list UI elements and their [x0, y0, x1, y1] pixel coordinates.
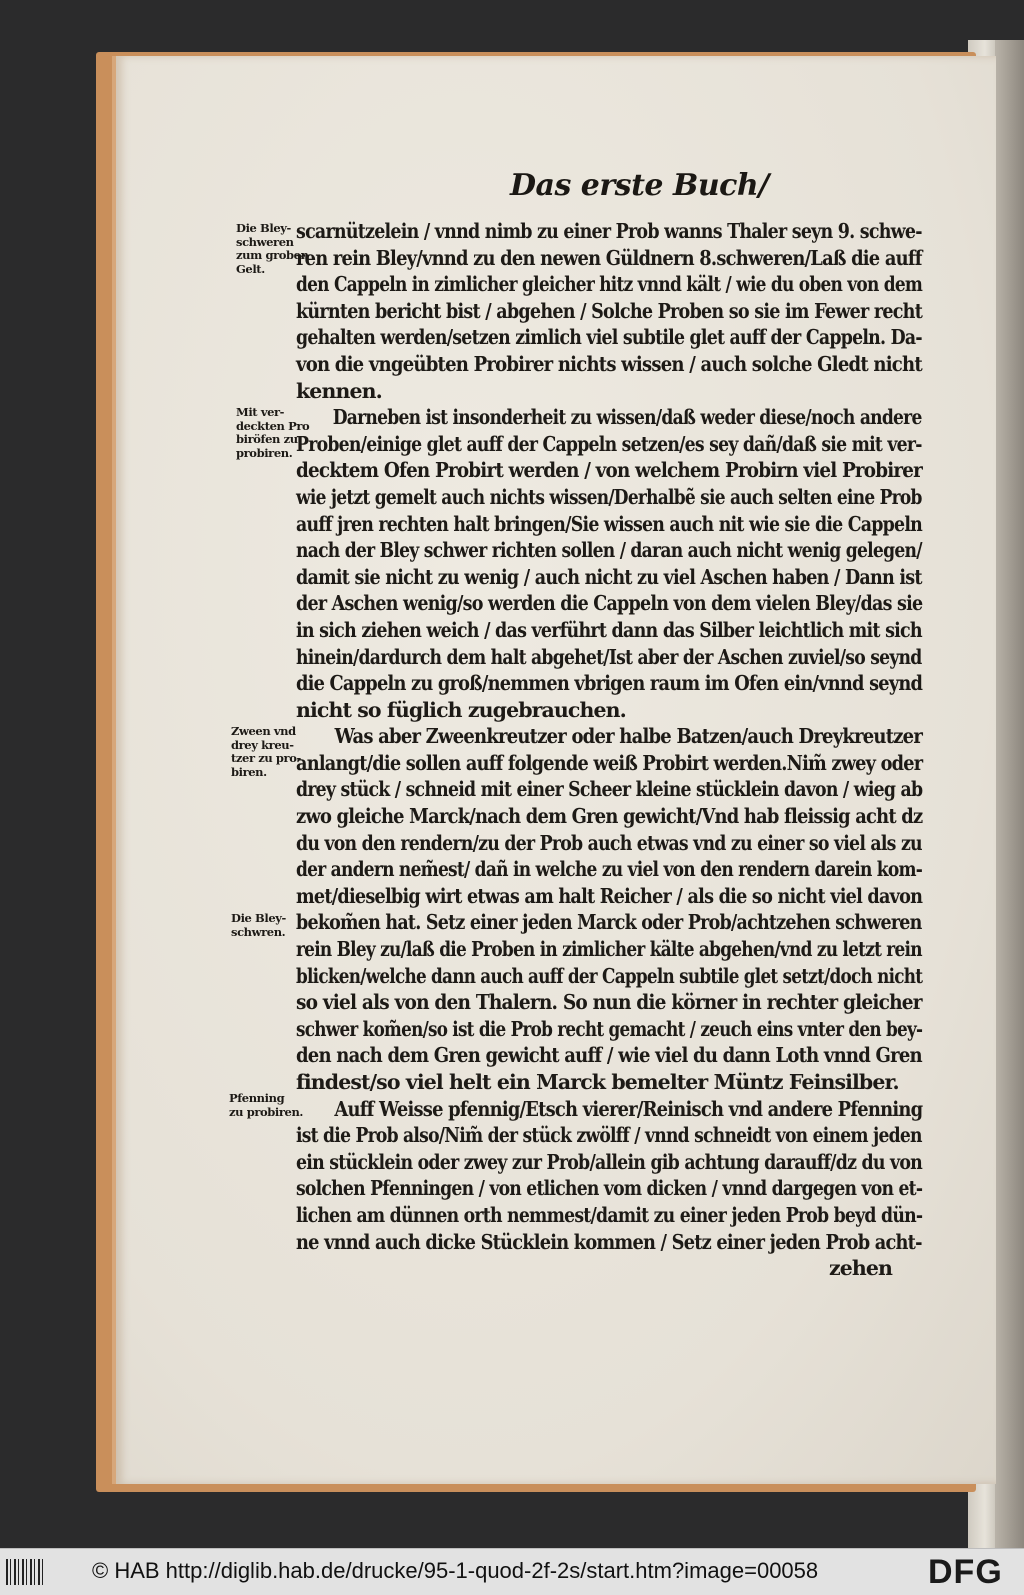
- text-line: nicht so füglich zugebrauchen.: [296, 697, 626, 722]
- text-line: blicken/welche dann auch auff der Cappeln subtile glet setzt/doch nicht: [296, 963, 923, 988]
- text-line: den Cappeln in zimlicher gleicher hitz vnnd kält / wie du oben von dem: [296, 272, 923, 297]
- margin-note-line: Gelt.: [236, 261, 265, 276]
- text-line: rein Bley zu/laß die Proben in zimlicher kälte abgehen/vnd zu letzt rein: [296, 937, 922, 962]
- margin-note-line: Mit ver-: [236, 405, 285, 419]
- body-text: [296, 218, 922, 1282]
- copyright-url[interactable]: © HAB http://diglib.hab.de/drucke/95-1-quod-2f-2s/start.htm?image=00058: [92, 1558, 819, 1583]
- footer-bar: [0, 1548, 1024, 1595]
- text-line: nach der Bley schwer richten sollen / daran auch nicht wenig gelegen/: [296, 538, 922, 563]
- margin-note-line: Die Bley-: [231, 911, 286, 925]
- margin-note-line: schwren.: [231, 924, 286, 939]
- text-line: schwer kom̃en/so ist die Prob recht gemacht / zeuch eins vnter den bey-: [296, 1016, 923, 1041]
- text-line: damit sie nicht zu wenig / auch nicht zu viel Aschen haben / Dann ist: [296, 564, 922, 589]
- margin-note-bleyschweren: [236, 222, 309, 276]
- text-line: bekom̃en hat. Setz einer jeden Marck oder Prob/achtzehen schweren: [296, 910, 922, 935]
- text-line: wie jetzt gemelt auch nichts wissen/Derhalbẽ sie auch selten eine Prob: [296, 484, 922, 509]
- margin-note-bedeckten-ofen: [236, 406, 309, 460]
- text-line: der andern nem̃est/ dañ in welche zu viel von den rendern darein kom-: [296, 857, 923, 882]
- text-line: ne vnnd auch dicke Stücklein kommen / Setz einer jeden Prob acht-: [296, 1229, 922, 1254]
- text-line: in sich ziehen weich / das verführt dann das Silber leichtlich mit sich: [296, 617, 922, 642]
- text-line: zwo gleiche Marck/nach dem Gren gewicht/Vnd hab fleissig acht dz: [296, 804, 923, 829]
- text-line: so viel als von den Thalern. So nun die körner in rechter gleicher: [296, 990, 922, 1015]
- margin-note-line: Die Bley-: [236, 221, 291, 235]
- text-line: zehen: [828, 1256, 892, 1281]
- text-line: scarnützelein / vnnd nimb zu einer Prob wanns Thaler seyn 9. schwe-: [296, 219, 922, 243]
- margin-note-line: schweren: [236, 234, 294, 249]
- text-line: solchen Pfenningen / von etlichen vom dicken / vnnd dargegen von et-: [296, 1176, 923, 1201]
- text-line: findest/so viel helt ein Marck bemelter Müntz Feinsilber.: [296, 1070, 899, 1094]
- text-line: hinein/dardurch dem halt abgehet/Ist aber der Aschen zuviel/so seynd: [296, 644, 922, 669]
- margin-note-line: Zween vnd: [231, 724, 296, 738]
- margin-note-line: Pfenning: [229, 1091, 285, 1105]
- margin-note-line: tzer zu pro-: [231, 751, 301, 765]
- margin-note-line: biren.: [231, 764, 267, 779]
- margin-note-line: zu probiren.: [229, 1104, 304, 1119]
- text-line: met/dieselbig wirt etwas am halt Reicher / als die so nicht viel davon: [296, 883, 923, 908]
- text-line: ist die Prob also/Nim̃ der stück zwölff / vnnd schneidt von einem jeden: [296, 1123, 922, 1148]
- text-line: decktem Ofen Probirt werden / von welchem Probirn viel Probirer: [296, 458, 922, 483]
- text-line: Darneben ist insonderheit zu wissen/daß weder diese/noch andere: [332, 405, 922, 430]
- running-head: Das erste Buch/: [510, 168, 769, 203]
- text-line: ren rein Bley/vnnd zu den newen Güldnern 8.schweren/Laß die auff: [296, 245, 922, 270]
- margin-note-pfenning: [229, 1092, 303, 1119]
- margin-note-line: biröfen zu: [236, 432, 298, 446]
- text-line: drey stück / schneid mit einer Scheer kleine stücklein davon / wieg ab: [296, 777, 923, 802]
- text-line: lichen am dünnen orth nemmest/damit zu einer jeden Prob beyd dün-: [296, 1202, 923, 1227]
- text-line: Proben/einige glet auff der Cappeln setzen/es sey dañ/daß sie mit ver-: [296, 431, 922, 456]
- text-line: kürnten bericht bist / abgehen / Solche Proben so sie im Fewer recht: [296, 298, 923, 323]
- text-line: kennen.: [296, 378, 382, 403]
- margin-note-zweenkreutzer: [231, 725, 301, 779]
- barcode-icon: [6, 1559, 46, 1585]
- text-line: den nach dem Gren gewicht auff / wie viel du dann Loth vnnd Gren: [296, 1043, 922, 1068]
- text-line: auff jren rechten halt bringen/Sie wissen auch nit wie sie die Cappeln: [296, 511, 923, 536]
- margin-note-bleyschwren: [231, 912, 286, 939]
- margin-note-line: deckten Pro: [236, 418, 310, 433]
- text-line: ein stücklein oder zwey zur Prob/allein gib achtung darauff/dz du von: [296, 1149, 923, 1174]
- text-line: der Aschen wenig/so werden die Cappeln von dem vielen Bley/das sie: [296, 591, 923, 616]
- text-line: Auff Weisse pfennig/Etsch vierer/Reinisch vnd andere Pfenning: [334, 1096, 923, 1121]
- text-line: anlangt/die sollen auff folgende weiß Probirt werden.Nim̃ zwey oder: [296, 750, 923, 775]
- text-line: die Cappeln zu groß/nemmen vbrigen raum im Ofen ein/vnnd seynd: [296, 671, 923, 696]
- margin-note-line: zum groben: [236, 248, 309, 262]
- book-edge-shadow: [995, 40, 1024, 1548]
- text-line: gehalten werden/setzen zimlich viel subtile glet auff der Cappeln. Da-: [296, 325, 922, 350]
- margin-note-line: probiren.: [236, 445, 293, 460]
- text-line: von die vngeübten Probirer nichts wissen / auch solche Gledt nicht: [296, 351, 922, 376]
- margin-note-line: drey kreu-: [231, 737, 294, 752]
- text-line: du von den rendern/zu der Prob auch etwas vnd zu einer so viel als zu: [296, 830, 922, 855]
- text-line: Was aber Zweenkreutzer oder halbe Batzen/auch Dreykreutzer: [334, 724, 923, 749]
- dfg-logo: DFG: [928, 1553, 1003, 1591]
